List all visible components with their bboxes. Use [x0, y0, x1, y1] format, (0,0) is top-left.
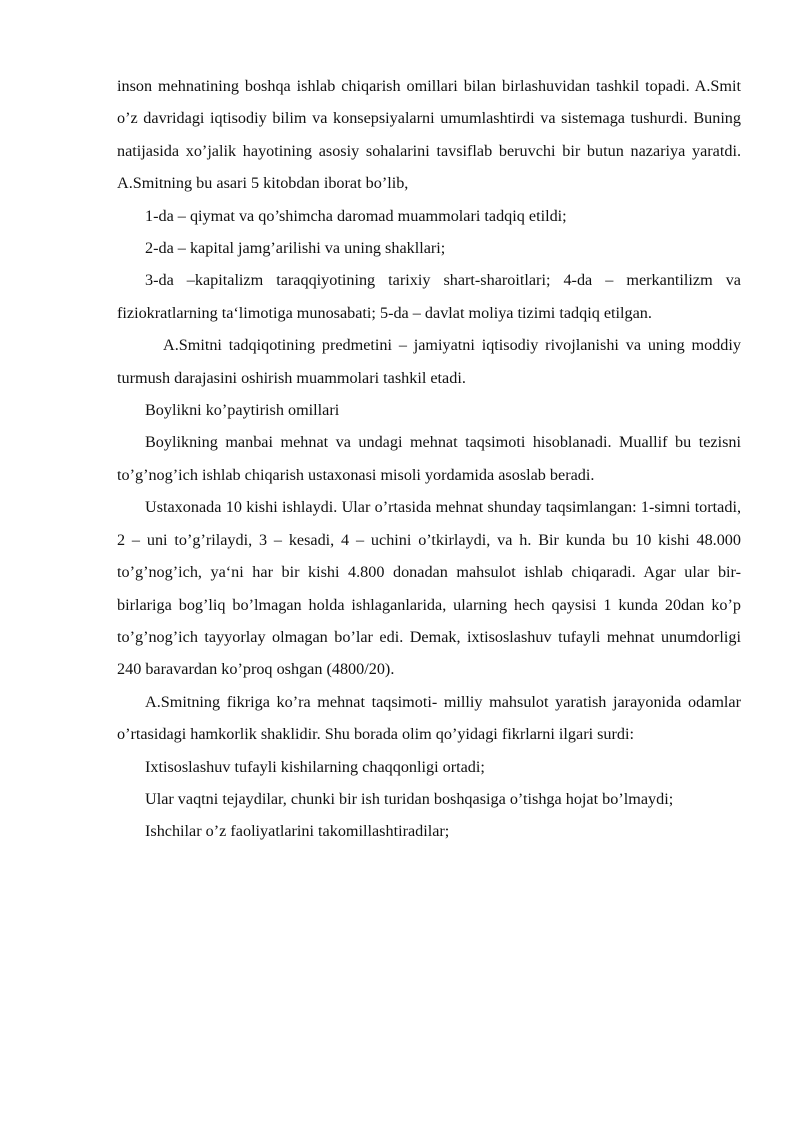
- list-item-improvement: Ishchilar o’z faoliyatlarini takomillashtiradilar;: [145, 822, 450, 841]
- document-page: [117, 70, 741, 848]
- paragraph-intro: inson mehnatining boshqa ishlab chiqarish omillari bilan birlashuvidan tashkil topadi. A.Smit o’z davridagi iqtisodiy bilim va konsepsiyalarni umumlashtirdi va sistemaga tushurdi. Buning natijasida xo’jalik hayotining asosiy sohalarini tavsiflab beruvchi bir butun nazariya yaratdi. A.Smitning bu asari 5 kitobdan iborat bo’lib,: [117, 77, 741, 193]
- list-item-time-saving: Ular vaqtni tejaydilar, chunki bir ish turidan boshqasiga o’tishga hojat bo’lmaydi;: [145, 789, 674, 808]
- paragraph-book-3-5: 3-da –kapitalizm taraqqiyotining tarixiy shart-sharoitlari; 4-da – merkantilizm va fiziokratlarning ta‘limotiga munosabati; 5-da – davlat moliya tizimi tadqiq etilgan.: [117, 271, 741, 322]
- paragraph-book-1: 1-da – qiymat va qo’shimcha daromad muammolari tadqiq etildi;: [145, 206, 567, 225]
- paragraph-workshop-example: Ustaxonada 10 kishi ishlaydi. Ular o’rtasida mehnat shunday taqsimlangan: 1-simni tortadi, 2 – uni to’g’rilaydi, 3 – kesadi, 4 – uchini o’tkirlaydi, va h. Bir kunda bu 10 kishi 48.000 to’g’nog’ich, ya‘ni har bir kishi 4.800 donadan mahsulot ishlab chiqaradi. Agar ular bir-birlariga bog’liq bo’lmagan holda ishlaganlarida, ularning hech qaysisi 1 kunda 20dan ko’p to’g’nog’ich tayyorlay olmagan bo’lar edi. Demak, ixtisoslashuv tufayli mehnat unumdorligi 240 baravardan ko’proq oshgan (4800/20).: [117, 498, 741, 679]
- paragraph-book-2: 2-da – kapital jamg’arilishi va uning shakllari;: [145, 239, 446, 258]
- paragraph-subject: A.Smitni tadqiqotining predmetini – jamiyatni iqtisodiy rivojlanishi va uning moddiy turmush darajasini oshirish muammolari tashkil etadi.: [117, 336, 741, 387]
- paragraph-division-of-labor: A.Smitning fikriga ko’ra mehnat taqsimoti- milliy mahsulot yaratish jarayonida odamlar o’rtasidagi hamkorlik shaklidir. Shu borada olim qo’yidagi fikrlarni ilgari surdi:: [117, 692, 741, 744]
- section-heading-wealth-factors: Boylikni ko’paytirish omillari: [145, 401, 340, 420]
- list-item-dexterity: Ixtisoslashuv tufayli kishilarning chaqqonligi ortadi;: [145, 757, 485, 776]
- paragraph-source-of-wealth: Boylikning manbai mehnat va undagi mehnat taqsimoti hisoblanadi. Muallif bu tezisni to’g’nog’ich ishlab chiqarish ustaxonasi misoli yordamida asoslab beradi.: [117, 433, 741, 484]
